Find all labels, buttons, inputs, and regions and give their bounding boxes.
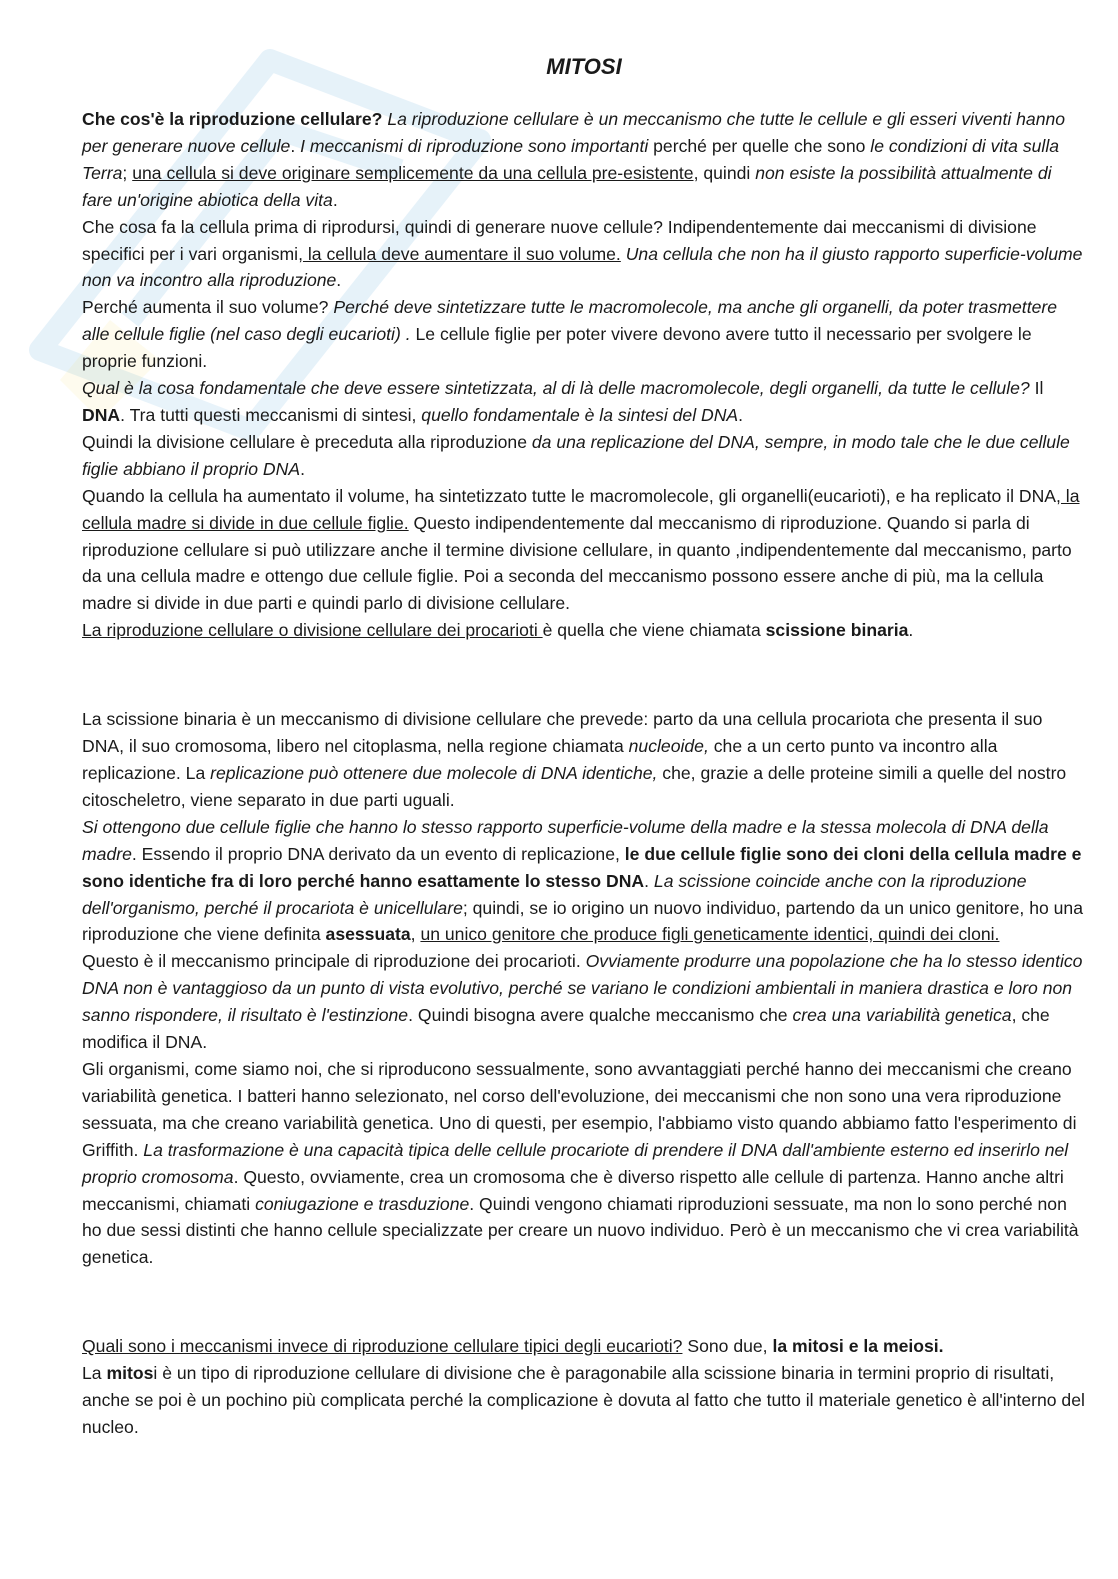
text-run: i è un tipo di riproduzione cellulare di divisione che è paragonabile alla scissione binaria in termini proprio di risultati, anche se poi è un pochino più complicata perché la complicazione è dovuta al fatto che tutto il materiale genetico è all'interno del nucleo. [82, 1363, 1085, 1438]
text-run: le due cellule figlie sono dei cloni della cellula madre e sono identiche fra di loro perché hanno esattamente lo stesso DNA [82, 843, 1082, 891]
text-run: nucleoide, [628, 736, 709, 757]
text-run: , che modifica il DNA. [82, 1005, 1050, 1053]
text-run: coniugazione e trasduzione [255, 1193, 470, 1214]
text-run: , la cellula madre si divide in due cellule figlie. [82, 485, 1080, 533]
text-run: quello fondamentale è la sintesi del DNA [421, 404, 739, 425]
text-run: Quindi la divisione cellulare è preceduta alla riproduzione [82, 431, 532, 452]
text-run: Le cellule figlie per poter vivere devono avere tutto il necessario per svolgere le proprie funzioni. [82, 324, 1032, 372]
paragraph-spacer [82, 1289, 1086, 1316]
text-run: quindi [698, 162, 756, 183]
text-run: Il [1029, 378, 1044, 399]
text-run: non esiste la possibilità attualmente di fare un'origine abiotica della vita [82, 162, 1052, 210]
text-run: . Tra tutti questi meccanismi di sintesi, [120, 404, 422, 425]
text-run: che, grazie a delle proteine simili a quelle del nostro citoscheletro, viene separato in due parti uguali. [82, 763, 1067, 810]
text-run: un unico genitore che produce figli geneticamente identici, quindi dei cloni. [420, 924, 1000, 945]
paragraph [82, 1333, 1086, 1360]
text-run: La scissione binaria è un meccanismo di divisione cellulare che prevede: parto da una cellula procariota che presenta il suo DNA, il suo cromosoma, libero nel citoplasma, nella regione chiamata [82, 709, 1043, 757]
text-run: da una replicazione del DNA, sempre, in modo tale che le due cellule figlie abbiano il proprio DNA [82, 431, 1070, 479]
paragraph [82, 214, 1086, 295]
text-run: Una cellula che non ha il giusto rapporto superficie-volume non va incontro alla riproduzione [82, 243, 1083, 291]
text-run: Quali sono i meccanismi invece di riproduzione cellulare tipici degli eucarioti? [82, 1336, 683, 1357]
text-run: Ovviamente produrre una popolazione che ha lo stesso identico DNA non è vantaggioso da un punto di vista evolutivo, perché se variano le condizioni ambientali in maniera drastica e loro non sanno rispondere, il risultato è l'estinzione [82, 951, 1083, 1026]
text-run: una cellula si deve originare semplicemente da una cellula pre-esistente, [132, 162, 699, 183]
text-run: Gli organismi, come siamo noi, che si riproducono sessualmente, sono avvantaggiati perché hanno dei meccanismi che creano variabilità genetica. I batteri hanno selezionato, nel corso dell'evoluzione, dei meccanismi che non sono una vera riproduzione sessuata, ma che creano variabilità genetica. Uno di questi, per esempio, l'abbiamo visto quando abbiamo fatto l'esperimento di Griffith. [82, 1058, 1077, 1160]
text-run: . Essendo il proprio DNA derivato da un evento di replicazione, [131, 843, 625, 864]
text-run: le condizioni di vita sulla Terra [82, 135, 1060, 183]
paragraph-spacer [82, 662, 1086, 689]
text-run: La trasformazione è una capacità tipica delle cellule procariote di prendere il DNA dall'ambiente esterno ed inserirlo nel proprio cromosoma [82, 1139, 1069, 1187]
text-run: . [290, 135, 301, 156]
text-run: che a un certo punto va incontro alla replicazione. La [82, 736, 998, 784]
text-run: replicazione può ottenere due molecole di DNA identiche, [210, 763, 658, 784]
text-run: Qual è la cosa fondamentale che deve essere sintetizzata, al di là delle macromolecole, degli organelli, da tutte le cellule? [82, 378, 1030, 399]
page-title: MITOSI [546, 54, 622, 79]
paragraph [82, 294, 1086, 375]
text-run: . [644, 870, 654, 891]
text-run: scissione binaria [765, 620, 909, 641]
text-run: Si ottengono due cellule figlie che hanno lo stesso rapporto superficie-volume della madre e la stessa molecola di DNA della madre [82, 816, 1049, 864]
text-run: I meccanismi di riproduzione sono importanti [300, 135, 649, 156]
text-run: La riproduzione cellulare è un meccanismo che tutte le cellule e gli esseri viventi hanno per generare nuove cellule [82, 109, 1066, 156]
text-run: Che cos'è la riproduzione cellulare? [82, 109, 383, 129]
text-run: Perché deve sintetizzare tutte le macromolecole, ma anche gli organelli, da poter trasmettere alle cellule figlie (nel caso degli eucarioti) . [82, 297, 1058, 345]
text-run: Quando la cellula ha aumentato il volume, ha sintetizzato tutte le macromolecole, gli organelli(eucarioti), e ha replicato il DNA [82, 485, 1057, 506]
text-run: Sono due, [682, 1336, 773, 1357]
text-run: La [82, 1363, 107, 1384]
paragraph [82, 429, 1086, 483]
text-run: . [738, 404, 744, 425]
text-run: . [332, 189, 338, 210]
paragraph [82, 1056, 1086, 1271]
text-run: . [300, 458, 305, 479]
text-run: . [908, 620, 914, 641]
text-run: è quella che viene chiamata [542, 620, 766, 641]
text-run: asessuata [325, 924, 411, 945]
text-run: crea una variabilità genetica [792, 1005, 1012, 1026]
text-run: Questo indipendentemente dal meccanismo di riproduzione. Quando si parla di riproduzione cellulare si può utilizzare anche il termine divisione cellulare, in quanto ,indipendentemente dal meccanismo, parto da una cellula madre e ottengo due cellule figlie. Poi a seconda del meccanismo possono essere anche di più, ma la cellula madre si divide in due parti e quindi parlo di divisione cellulare. [82, 512, 1072, 614]
text-run: Questo è il meccanismo principale di riproduzione dei procarioti. [82, 951, 586, 972]
text-run: perché per quelle che sono [648, 135, 871, 156]
paragraph-list [82, 106, 1086, 1441]
text-run: La scissione coincide anche con la riproduzione dell'organismo, perché il procariota è unicellulare [82, 870, 1027, 918]
paragraph [82, 948, 1086, 1056]
text-run: mitos [106, 1363, 154, 1384]
text-run: la mitosi e la meiosi. [772, 1336, 944, 1357]
text-run: la cellula deve aumentare il suo volume. [302, 243, 621, 264]
paragraph [82, 106, 1086, 214]
text-run: . [336, 270, 342, 291]
text-run: . Quindi vengono chiamati riproduzioni sessuate, ma non lo sono perché non ho due sessi distinti che hanno cellule specializzate per creare un nuovo individuo. Però è un meccanismo che vi crea variabilità genetica. [82, 1193, 1079, 1268]
paragraph [82, 1360, 1086, 1441]
text-run: Che cosa fa la cellula prima di riprodursi, quindi di generare nuove cellule? Indipendentemente dai meccanismi di divisione specifici per i vari organismi, [82, 216, 1037, 264]
document-body [82, 52, 1086, 1441]
text-run: DNA [82, 404, 121, 425]
text-run: ; [122, 162, 133, 183]
paragraph [82, 814, 1086, 949]
text-run: La riproduzione cellulare o divisione cellulare dei procarioti [82, 620, 543, 641]
paragraph [82, 706, 1086, 814]
text-run: . Quindi bisogna avere qualche meccanismo che [408, 1005, 793, 1026]
paragraph [82, 483, 1086, 618]
text-run: , [410, 924, 421, 945]
paragraph [82, 375, 1086, 429]
text-run: ; quindi, se io origino un nuovo individuo, partendo da un unico genitore, ho una riproduzione che viene definita [82, 897, 1084, 945]
text-run: . Questo, ovviamente, crea un cromosoma che è diverso rispetto alle cellule di partenza. Hanno anche altri meccanismi, chiamati [82, 1166, 1064, 1214]
text-run: Perché aumenta il suo volume? [82, 297, 334, 318]
paragraph [82, 617, 1086, 644]
